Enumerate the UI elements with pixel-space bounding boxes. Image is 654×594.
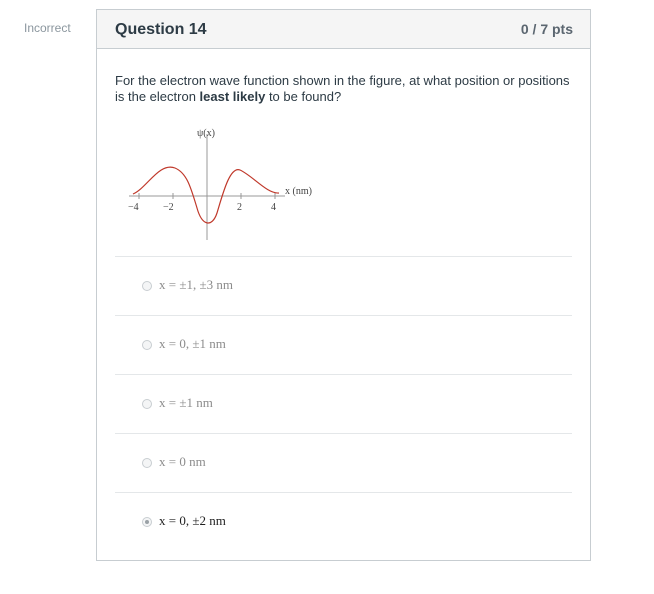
answer-radio[interactable] [142,458,152,468]
question-title: Question 14 [115,21,207,38]
question-text-bold: least likely [199,89,266,104]
tick-label: 4 [271,202,276,213]
wave-function-figure [127,118,327,243]
question-header [97,10,590,49]
answer-label: x = ±1 nm [159,395,213,410]
answer-radio-selected[interactable] [142,517,152,527]
answer-label: x = 0, ±1 nm [159,336,226,351]
answer-option[interactable] [115,374,572,433]
question-text [115,73,575,105]
answer-option[interactable] [115,256,572,315]
answer-option-selected[interactable] [115,492,572,551]
answer-label: x = 0 nm [159,454,206,469]
answer-option[interactable] [115,315,572,374]
answer-label: x = 0, ±2 nm [159,513,226,528]
question-text-before: For the electron wave function shown in the figure, at what position or positions is the electron [115,73,570,104]
question-text-after: to be found? [265,89,342,104]
answer-radio[interactable] [142,399,152,409]
tick-label: −2 [163,202,174,213]
question-points: 0 / 7 pts [520,21,573,37]
answer-label: x = ±1, ±3 nm [159,277,233,292]
wave-function-curve [133,167,279,223]
x-axis-label: x (nm) [285,186,312,197]
y-axis-label: ψ(x) [197,128,215,139]
answer-option[interactable] [115,433,572,492]
answer-radio[interactable] [142,281,152,291]
result-status-label: Incorrect [24,21,71,35]
answer-list [97,256,590,551]
tick-label: −4 [128,202,139,213]
tick-label: 2 [237,202,242,213]
answer-radio[interactable] [142,340,152,350]
question-card [96,9,591,561]
